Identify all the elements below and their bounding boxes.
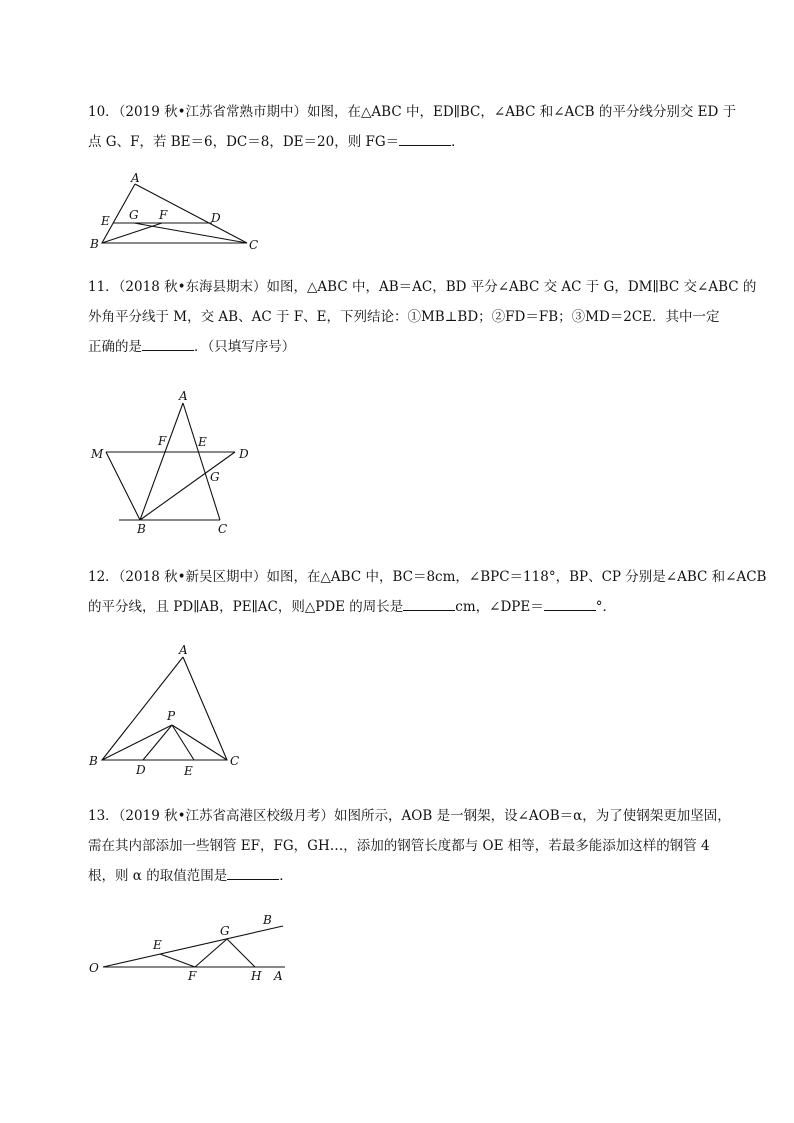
label-d: D [136,763,146,777]
question-13-line-3: 根，则 α 的取值范围是 ． [88,861,728,891]
label-p: P [167,709,176,723]
label-g: G [210,470,220,484]
label-d: D [239,447,249,461]
question-10-line-1: 10．（2019 秋•江苏省常熟市期中）如图，在△ABC 中，ED∥BC，∠ABC 和∠ACB 的平分线分别交 ED 于 [88,104,737,120]
ray-ob [103,926,283,967]
label-g: G [220,924,230,938]
label-e: E [198,435,207,449]
label-c: C [218,522,228,536]
label-e: E [184,764,193,778]
label-a: A [179,643,188,657]
label-c: C [249,238,259,252]
label-a: A [131,171,140,185]
label-b: B [89,754,98,768]
label-b: B [263,913,272,927]
label-b: B [137,522,146,536]
question-13-line-2: 需在其内部添加一些钢管 EF，FG，GH…，添加的钢管长度都与 OE 相等，若最多能添加这样的钢管 4 [88,838,710,854]
label-f: F [158,434,167,448]
label-o: O [89,961,99,975]
label-c: C [230,754,240,768]
label-a: A [179,389,188,403]
label-f: F [188,969,197,983]
label-f: F [159,208,168,222]
question-11-line-1: 11．（2018 秋•东海县期末）如图，△ABC 中，AB＝AC，BD 平分∠ABC 交 AC 于 G，DM∥BC 交∠ABC 的 [88,279,757,295]
label-g: G [129,208,139,222]
question-12-line-2: 的平分线，且 PD∥AB，PE∥AC，则△PDE 的周长是 cm，∠DPE＝ °． [88,592,728,622]
question-11-line-2: 外角平分线于 M，交 AB、AC 于 F、E，下列结论：①MB⊥BD；②FD＝FB；③MD＝2CE．其中一定 [88,309,720,325]
label-e: E [153,938,162,952]
question-13-line-1: 13．（2019 秋•江苏省高港区校级月考）如图所示，AOB 是一钢架，设∠AOB＝α，为了使钢架更加坚固， [88,808,731,824]
label-m: M [91,447,104,461]
question-11-line-3: 正确的是 ．（只填写序号） [88,332,728,362]
question-10-line-2: 点 G、F，若 BE＝6，DC＝8，DE＝20，则 FG＝ ． [88,127,728,157]
label-e: E [101,214,110,228]
label-d: D [211,211,221,225]
question-12-line-1: 12．（2018 秋•新吴区期中）如图，在△ABC 中，BC＝8cm，∠BPC＝118°，BP、CP 分别是∠ABC 和∠ACB [88,569,767,585]
label-b: B [90,237,99,251]
label-a: A [274,969,283,983]
label-h: H [251,969,262,983]
